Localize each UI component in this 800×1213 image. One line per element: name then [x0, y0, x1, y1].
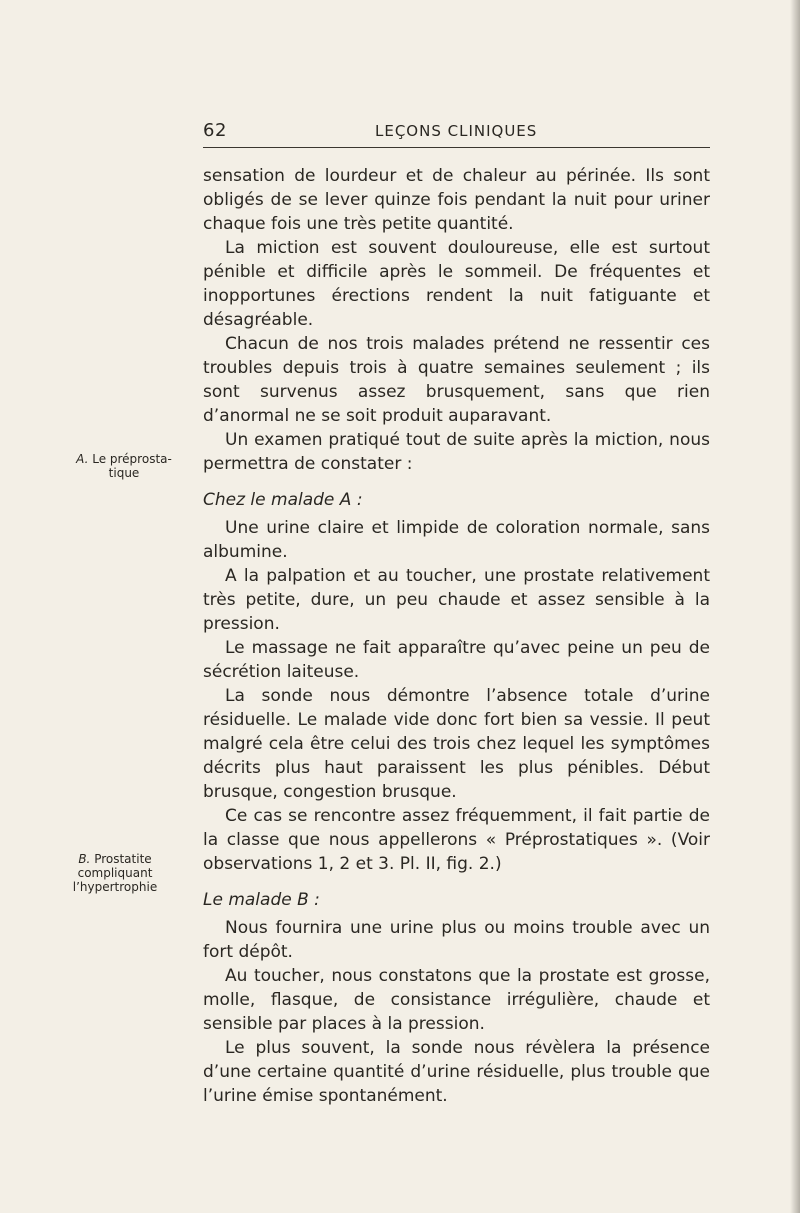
- paragraph: La miction est souvent douloureuse, elle est surtout pénible et difficile après le sommeil. De fréquentes et inopportunes érections rendent la nuit fatiguante et désagréable.: [203, 238, 710, 330]
- paragraph: Nous fournira une urine plus ou moins trouble avec un fort dépôt.: [203, 918, 710, 962]
- margin-note-a-line1: Le préprosta-: [92, 452, 172, 466]
- paragraph: Chacun de nos trois malades prétend ne ressentir ces troubles depuis trois à quatre semaines seulement ; ils sont survenus assez brusquement, sans que rien d’anormal ne se soit produit auparavant.: [203, 334, 710, 426]
- paragraph: sensation de lourdeur et de chaleur au périnée. Ils sont obligés de se lever quinze fois pendant la nuit pour uriner chaque fois une très petite quantité.: [203, 166, 710, 234]
- paragraph: Le plus souvent, la sonde nous révèlera la présence d’une certaine quantité d’urine résiduelle, plus trouble que l’urine émise spontanément.: [203, 1038, 710, 1106]
- margin-note-b: [40, 852, 190, 894]
- section-heading-b: Le malade B :: [203, 890, 320, 910]
- margin-note-b-label: B.: [78, 852, 91, 866]
- paragraph: Le massage ne fait apparaître qu’avec peine un peu de sécrétion laiteuse.: [203, 638, 710, 682]
- margin-note-b-line2: compliquant: [77, 866, 153, 880]
- margin-note-b-line3: l’hypertrophie: [72, 880, 158, 894]
- page-header: [203, 120, 710, 146]
- page-number: 62: [203, 120, 227, 141]
- paragraph: Une urine claire et limpide de coloration normale, sans albumine.: [203, 518, 710, 562]
- paragraph: A la palpation et au toucher, une prostate relativement très petite, dure, un peu chaude et assez sensible à la pression.: [203, 566, 710, 634]
- body-text: [203, 164, 710, 1108]
- margin-note-a-label: A.: [76, 452, 89, 466]
- paragraph: Un examen pratiqué tout de suite après la miction, nous permettra de constater :: [203, 430, 710, 474]
- paragraph: Au toucher, nous constatons que la prostate est grosse, molle, flasque, de consistance irrégulière, chaude et sensible par places à la pression.: [203, 966, 710, 1034]
- page-edge-shadow: [790, 0, 800, 1213]
- margin-note-a: [55, 452, 193, 480]
- section-heading-a: Chez le malade A :: [203, 490, 363, 510]
- header-rule: [203, 147, 710, 148]
- paragraph: La sonde nous démontre l’absence totale d’urine résiduelle. Le malade vide donc fort bien sa vessie. Il peut malgré cela être celui des trois chez lequel les symptômes décrits plus haut paraissent les plus pénibles. Début brusque, congestion brusque.: [203, 686, 710, 802]
- margin-note-b-line1: Prostatite: [94, 852, 152, 866]
- running-head: LEÇONS CLINIQUES: [375, 122, 538, 140]
- margin-note-a-line2: tique: [108, 466, 140, 480]
- paragraph: Ce cas se rencontre assez fréquemment, il fait partie de la classe que nous appellerons « Préprostatiques ». (Voir observations 1, 2 et 3. Pl. II, fig. 2.): [203, 806, 710, 874]
